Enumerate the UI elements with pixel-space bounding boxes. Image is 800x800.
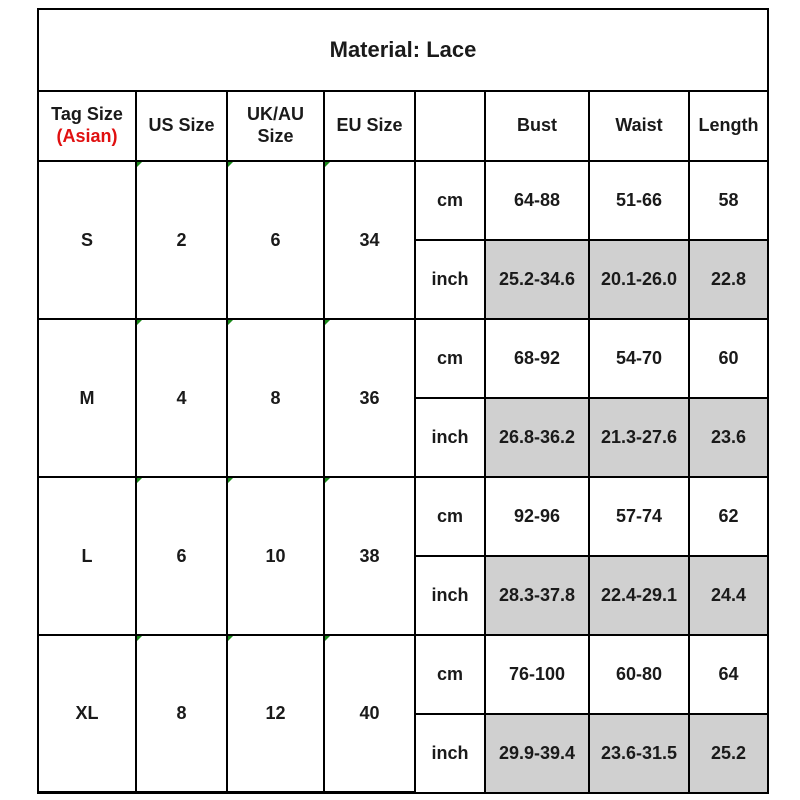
unit-cell: cm [415,477,485,556]
unit-cell: inch [415,240,485,319]
eu-size-cell: 34 [324,161,415,319]
bust-cell: 26.8-36.2 [485,398,589,477]
eu-size-cell: 38 [324,477,415,635]
table-row [39,319,767,398]
length-cell: 58 [689,161,767,240]
chart-title: Material: Lace [39,10,767,92]
header-bust: Bust [485,90,589,161]
unit-cell: cm [415,635,485,714]
eu-size-cell: 40 [324,635,415,792]
length-cell: 22.8 [689,240,767,319]
bust-cell: 25.2-34.6 [485,240,589,319]
us-size-cell: 2 [136,161,227,319]
header-ukau-label: UK/AU [247,104,304,124]
tag-size-cell: XL [39,635,136,792]
waist-cell: 20.1-26.0 [589,240,689,319]
table-row [39,161,767,240]
length-cell: 62 [689,477,767,556]
length-cell: 25.2 [689,714,767,792]
header-length: Length [689,90,767,161]
bust-cell: 68-92 [485,319,589,398]
waist-cell: 57-74 [589,477,689,556]
header-row [39,90,767,161]
ukau-size-cell: 8 [227,319,324,477]
bust-cell: 64-88 [485,161,589,240]
waist-cell: 51-66 [589,161,689,240]
waist-cell: 23.6-31.5 [589,714,689,792]
us-size-cell: 4 [136,319,227,477]
waist-cell: 22.4-29.1 [589,556,689,635]
tag-size-cell: S [39,161,136,319]
header-ukau-size [227,90,324,161]
header-tag-size [39,90,136,161]
length-cell: 64 [689,635,767,714]
ukau-size-cell: 12 [227,635,324,792]
waist-cell: 60-80 [589,635,689,714]
ukau-size-cell: 10 [227,477,324,635]
waist-cell: 21.3-27.6 [589,398,689,477]
bust-cell: 92-96 [485,477,589,556]
ukau-size-cell: 6 [227,161,324,319]
table-row [39,635,767,714]
unit-cell: inch [415,398,485,477]
header-tag-size-label: Tag Size [51,104,123,124]
waist-cell: 54-70 [589,319,689,398]
us-size-cell: 6 [136,477,227,635]
length-cell: 60 [689,319,767,398]
tag-size-cell: M [39,319,136,477]
header-us-size: US Size [136,90,227,161]
table-row [39,477,767,556]
bust-cell: 76-100 [485,635,589,714]
unit-cell: cm [415,161,485,240]
tag-size-cell: L [39,477,136,635]
unit-cell: inch [415,556,485,635]
unit-cell: cm [415,319,485,398]
bust-cell: 28.3-37.8 [485,556,589,635]
unit-cell: inch [415,714,485,792]
size-chart [37,8,769,794]
size-table [39,90,767,793]
header-unit [415,90,485,161]
eu-size-cell: 36 [324,319,415,477]
header-waist: Waist [589,90,689,161]
bust-cell: 29.9-39.4 [485,714,589,792]
length-cell: 24.4 [689,556,767,635]
header-asian-label: (Asian) [56,126,118,146]
header-eu-size: EU Size [324,90,415,161]
length-cell: 23.6 [689,398,767,477]
us-size-cell: 8 [136,635,227,792]
header-ukau-size-label: Size [257,126,294,146]
